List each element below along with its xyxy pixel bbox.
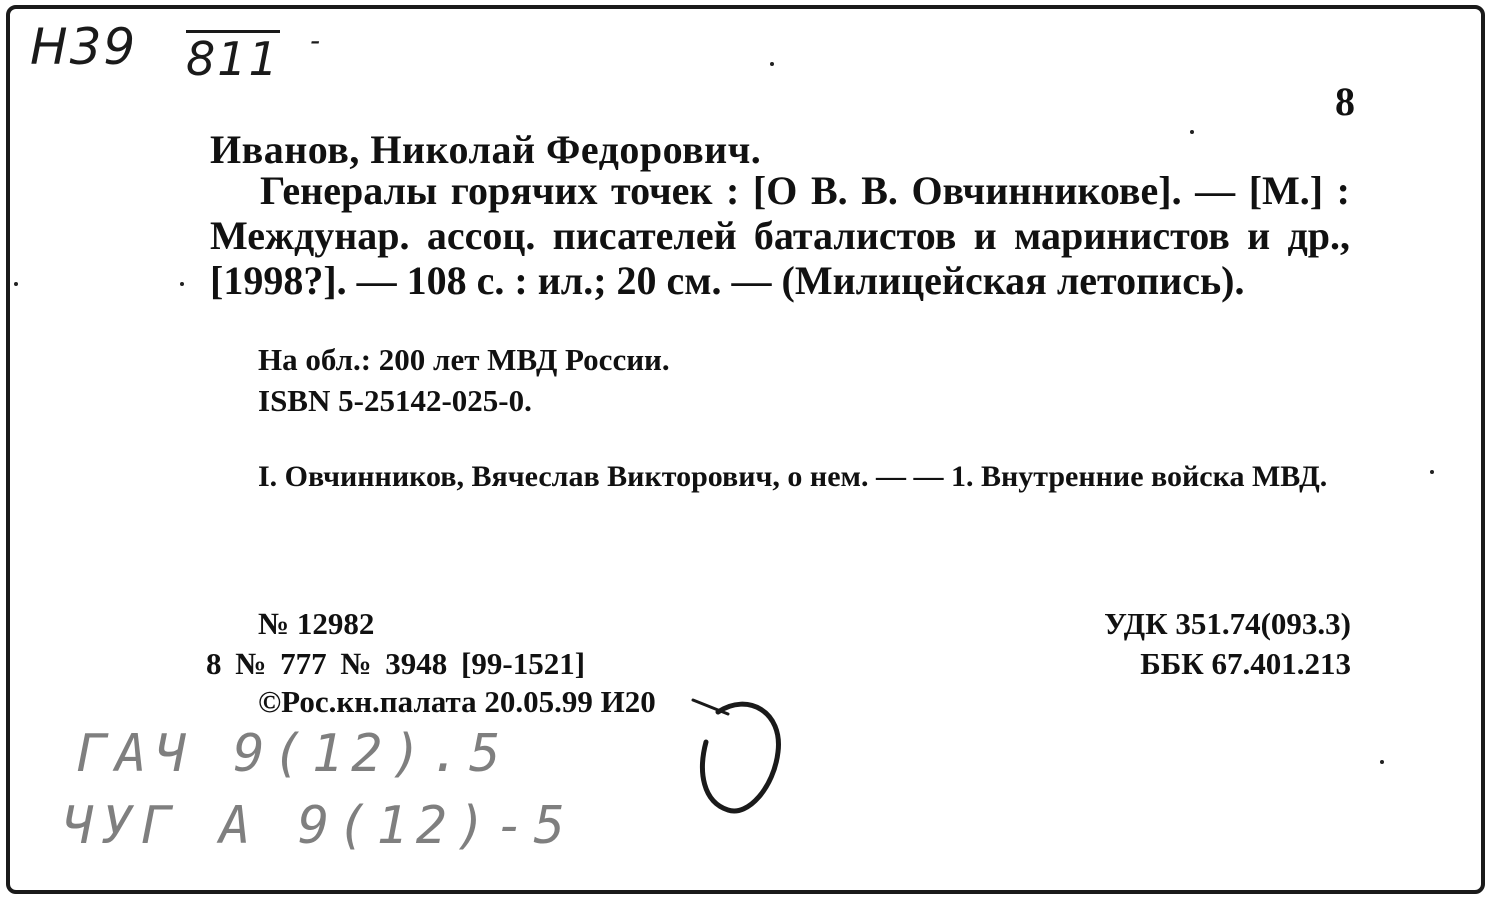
speck — [1380, 760, 1384, 764]
registration-number: № 12982 — [258, 606, 375, 641]
bibliographic-description: Генералы горячих точек : [О В. В. Овчинникове]. — [М.] : Междунар. ассоц. писателей баталистов и маринистов и др., [1998?]. — 108 с. : ил.; 20 см. — (Милицейская летопись). — [210, 168, 1350, 303]
copies-line: 8 № 777 № 3948 [99-1521] — [206, 646, 586, 681]
udk-code: УДК 351.74(093.3) — [1104, 606, 1351, 641]
speck — [14, 282, 18, 286]
speck — [180, 282, 184, 286]
cover-note: На обл.: 200 лет МВД России. — [258, 342, 670, 377]
isbn-note: ISBN 5-25142-025-0. — [258, 383, 532, 418]
shelf-mark: H39 — [30, 18, 138, 76]
card-number: 8 — [1335, 79, 1355, 124]
oval-stamp-icon — [688, 692, 788, 822]
speck — [1430, 470, 1434, 474]
author-heading: Иванов, Николай Федорович. — [210, 127, 762, 172]
shelf-mark-number: 811 — [186, 32, 280, 86]
bbk-code: ББК 67.401.213 — [1140, 646, 1351, 681]
book-chamber-line: ©Рос.кн.палата 20.05.99 И20 — [258, 684, 656, 719]
pencil-note: ЧУГ А 9(12)-5 — [62, 796, 573, 856]
subject-tracing: I. Овчинников, Вячеслав Викторович, о нем. — — 1. Внутренние войска МВД. — [258, 460, 1328, 493]
pencil-note: ГАЧ 9(12).5 — [76, 724, 509, 784]
speck — [1190, 130, 1194, 134]
speck — [770, 62, 774, 66]
shelf-mark-dash: - — [310, 24, 323, 57]
